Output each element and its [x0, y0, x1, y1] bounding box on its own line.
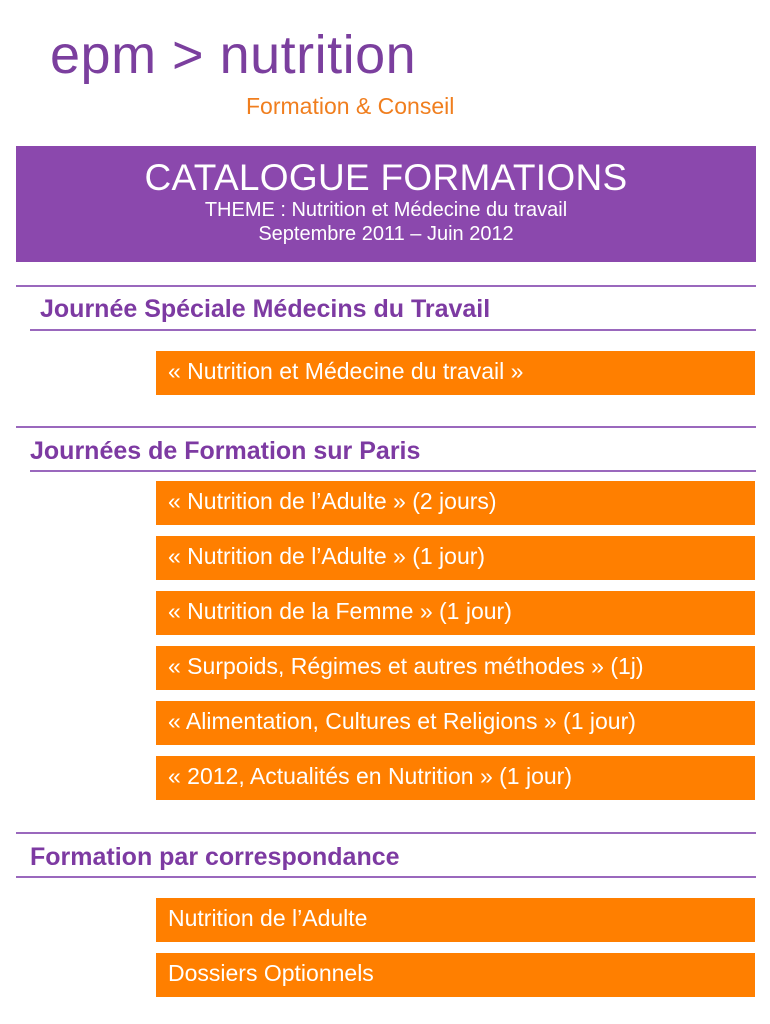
logo-epm-nutrition: epm > nutrition [50, 25, 417, 85]
catalogue-banner [16, 146, 756, 262]
section-divider [16, 876, 756, 878]
section-divider [30, 329, 756, 331]
section-title-formation-paris: Journées de Formation sur Paris [30, 437, 421, 465]
banner-period: Septembre 2011 – Juin 2012 [258, 223, 514, 245]
section-divider [16, 832, 756, 834]
section-divider [16, 426, 756, 428]
course-nutrition-femme[interactable]: « Nutrition de la Femme » (1 jour) [156, 591, 755, 635]
course-alimentation-cultures-religions[interactable]: « Alimentation, Cultures et Religions » (1 jour) [156, 701, 755, 745]
course-correspondance-nutrition-adulte[interactable]: Nutrition de l’Adulte [156, 898, 755, 942]
course-surpoids-regimes[interactable]: « Surpoids, Régimes et autres méthodes » (1j) [156, 646, 755, 690]
section-divider [30, 470, 756, 472]
course-nutrition-medecine-travail[interactable]: « Nutrition et Médecine du travail » [156, 351, 755, 395]
course-nutrition-adulte-1-jour[interactable]: « Nutrition de l’Adulte » (1 jour) [156, 536, 755, 580]
banner-theme: THEME : Nutrition et Médecine du travail [204, 199, 568, 221]
course-nutrition-adulte-2-jours[interactable]: « Nutrition de l’Adulte » (2 jours) [156, 481, 755, 525]
banner-title: CATALOGUE FORMATIONS [144, 157, 628, 198]
section-title-correspondance: Formation par correspondance [30, 843, 400, 871]
logo-tagline: Formation & Conseil [246, 93, 455, 119]
course-dossiers-optionnels[interactable]: Dossiers Optionnels [156, 953, 755, 997]
section-title-medecins-travail: Journée Spéciale Médecins du Travail [40, 295, 491, 323]
section-divider [16, 285, 756, 287]
course-actualites-nutrition-2012[interactable]: « 2012, Actualités en Nutrition » (1 jour) [156, 756, 755, 800]
